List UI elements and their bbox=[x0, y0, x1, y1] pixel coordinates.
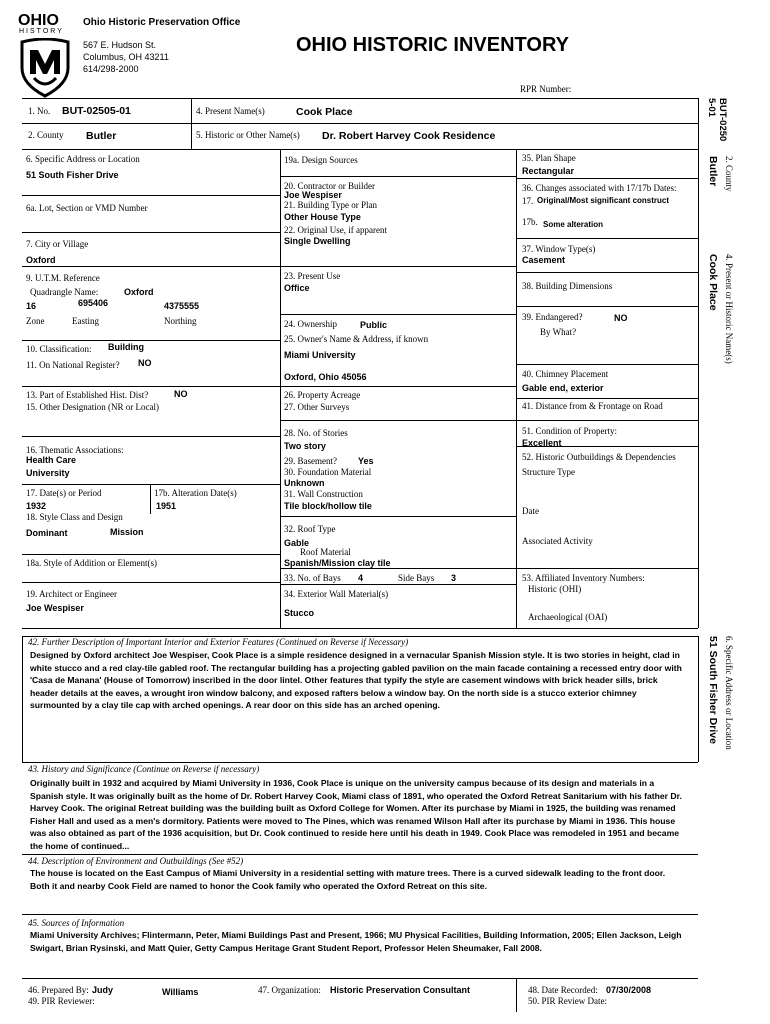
side-bays-label: Side Bays bbox=[398, 573, 435, 583]
field-18a-label: 18a. Style of Addition or Element(s) bbox=[26, 558, 157, 568]
field-23-label: 23. Present Use bbox=[284, 271, 341, 281]
historic-name[interactable]: Dr. Robert Harvey Cook Residence bbox=[322, 130, 496, 142]
associated-activity-label: Associated Activity bbox=[522, 536, 593, 546]
chimney-placement[interactable]: Gable end, exterior bbox=[522, 383, 604, 393]
field-38-label: 38. Building Dimensions bbox=[522, 281, 613, 291]
field-6-label: 6. Specific Address or Location bbox=[26, 154, 140, 164]
field-15-label: 15. Other Designation (NR or Local) bbox=[26, 402, 159, 412]
field-52-label: 52. Historic Outbuildings & Dependencies bbox=[522, 452, 676, 462]
change-17b[interactable]: Some alteration bbox=[543, 220, 604, 229]
alteration-date[interactable]: 1951 bbox=[156, 501, 177, 511]
structure-type-label: Structure Type bbox=[522, 467, 575, 477]
organization[interactable]: Historic Preservation Consultant bbox=[330, 985, 471, 995]
page-title: OHIO HISTORIC INVENTORY bbox=[296, 34, 569, 56]
field-1-label: 1. No. bbox=[28, 106, 51, 116]
field-39-label: 39. Endangered? bbox=[522, 312, 583, 322]
present-use[interactable]: Office bbox=[284, 283, 310, 293]
thematic-association-1[interactable]: Health Care bbox=[26, 455, 77, 465]
office-name: Ohio Historic Preservation Office bbox=[83, 17, 241, 28]
roof-type[interactable]: Gable bbox=[284, 538, 310, 548]
field-17b-label: 17b. Alteration Date(s) bbox=[154, 488, 237, 498]
field-46-label: 46. Prepared By: bbox=[28, 985, 89, 995]
foundation-material[interactable]: Unknown bbox=[284, 478, 325, 488]
field-32-label: 32. Roof Type bbox=[284, 524, 336, 534]
zone-label: Zone bbox=[26, 316, 45, 326]
date-recorded[interactable]: 07/30/2008 bbox=[606, 985, 652, 995]
logo-wordmark-top: OHIO bbox=[18, 12, 59, 29]
wall-construction[interactable]: Tile block/hollow tile bbox=[284, 501, 372, 511]
window-type[interactable]: Casement bbox=[522, 255, 566, 265]
field-9-label: 9. U.T.M. Reference bbox=[26, 273, 100, 283]
change-17[interactable]: Original/Most significant construct bbox=[537, 196, 670, 205]
field-10-label: 10. Classification: bbox=[26, 344, 92, 354]
field-17b-change-label: 17b. bbox=[522, 217, 538, 227]
exterior-wall-material[interactable]: Stucco bbox=[284, 608, 315, 618]
quadrangle-label: Quadrangle Name: bbox=[30, 287, 99, 297]
building-type[interactable]: Other House Type bbox=[284, 212, 361, 222]
field-53-label: 53. Affiliated Inventory Numbers: bbox=[522, 573, 645, 583]
prepared-by-first[interactable]: Judy bbox=[92, 985, 114, 995]
field-11-label: 11. On National Register? bbox=[26, 360, 120, 370]
field-30-label: 30. Foundation Material bbox=[284, 467, 372, 477]
quadrangle-name[interactable]: Oxford bbox=[124, 287, 154, 297]
northing-label: Northing bbox=[164, 316, 197, 326]
roof-material-label: Roof Material bbox=[300, 547, 351, 557]
inventory-number[interactable]: BUT-02505-01 bbox=[62, 105, 131, 117]
sources-of-information[interactable]: Miami University Archives; Flintermann, Peter, Miami Buildings Past and Present, 1966; MU Physical Facilities, Building Information, 2005; Ellen Jackson, Leigh Swigart, Brian Rysinski, and Matt Quier, Getty Campus Heritage Grant Student Report, Professor Helen Sheumaker, Fall 2008. bbox=[30, 930, 682, 953]
field-45-label: 45. Sources of Information bbox=[28, 918, 125, 928]
office-phone: 614/298-2000 bbox=[83, 64, 139, 74]
side-inventory-number: BUT-0250 5-01 bbox=[706, 98, 728, 142]
field-4-label: 4. Present Name(s) bbox=[196, 106, 265, 116]
field-24-label: 24. Ownership bbox=[284, 319, 337, 329]
classification[interactable]: Building bbox=[108, 342, 144, 352]
ohio-history-logo bbox=[16, 14, 74, 96]
architect[interactable]: Joe Wespiser bbox=[26, 603, 84, 613]
side-address-label: 6. Specific Address or Location bbox=[724, 636, 734, 750]
specific-address[interactable]: 51 South Fisher Drive bbox=[26, 170, 119, 180]
field-48-label: 48. Date Recorded: bbox=[528, 985, 598, 995]
easting-label: Easting bbox=[72, 316, 99, 326]
field-19-label: 19. Architect or Engineer bbox=[26, 589, 117, 599]
plan-shape[interactable]: Rectangular bbox=[522, 166, 575, 176]
field-22-label: 22. Original Use, if apparent bbox=[284, 225, 387, 235]
contractor[interactable]: Joe Wespiser bbox=[284, 190, 342, 200]
utm-northing[interactable]: 4375555 bbox=[164, 301, 200, 311]
date-label: Date bbox=[522, 506, 539, 516]
archaeological-oai-label: Archaeological (OAI) bbox=[528, 612, 608, 622]
endangered[interactable]: NO bbox=[614, 313, 628, 323]
style-design[interactable]: Mission bbox=[110, 527, 144, 537]
field-43-label: 43. History and Significance (Continue on Reverse if necessary) bbox=[28, 764, 260, 774]
field-13-label: 13. Part of Established Hist. Dist? bbox=[26, 390, 149, 400]
logo-wordmark-bottom: HISTORY bbox=[19, 28, 64, 35]
side-county-label: 2. County bbox=[724, 156, 734, 192]
side-bays[interactable]: 3 bbox=[451, 573, 457, 583]
construction-date[interactable]: 1932 bbox=[26, 501, 47, 511]
field-41-label: 41. Distance from & Frontage on Road bbox=[522, 401, 663, 411]
further-description[interactable]: Designed by Oxford architect Joe Wespiser, Cook Place is a simple residence designed in a vernacular Spanish Mission style. It is two stories in height, clad in white stucco and a red clay-tile gabled roof. The rectangular building has a projecting gabled pavilion on the main facade containing a recessed entry door with 'Casa de Manana' (House of Tomorrow) inscribed in the door lintel. Other features that typify the style are casement windows with brick header sills, brick header details at the eaves, a wrought iron window balcony, and exposed rafters below a window bay. On the north side is a stucco exterior chimney surmounted by a clay tile cap with arched openings. A rear door on this side has an arched opening. bbox=[30, 650, 682, 711]
thematic-association-2[interactable]: University bbox=[26, 468, 70, 478]
field-21-label: 21. Building Type or Plan bbox=[284, 200, 377, 210]
field-2-label: 2. County bbox=[28, 130, 64, 140]
county[interactable]: Butler bbox=[86, 130, 117, 142]
office-address-line2: Columbus, OH 43211 bbox=[83, 52, 169, 62]
bays[interactable]: 4 bbox=[358, 573, 364, 583]
field-31-label: 31. Wall Construction bbox=[284, 489, 363, 499]
field-26-label: 26. Property Acreage bbox=[284, 390, 361, 400]
history-significance[interactable]: Originally built in 1932 and acquired by Miami University in 1936, Cook Place is unique on the university campus because of its design and materials in a Spanish style. It was originally built as the home of Dr. Robert Harvey Cook, Miami class of 1891, who operated the Oxford Retreat Sanitarium with his father Dr. Harvey Cook. The original Retreat building was the building built as Oxford College for Women. After its purchase by Miami in 1925, the building was renamed Fisher Hall and used as a men's dormitory. Patients were moved to The Pines, which was renamed Wilson Hall after its purchase by Miami in 1936. This house was also obtained as part of the 1936 acquisition, but Dr. Cook continued to reside here until his death in 1949. Cook Place was remodeled in 1951 and became the home of continued... bbox=[30, 778, 682, 851]
utm-zone[interactable]: 16 bbox=[26, 301, 37, 311]
field-47-label: 47. Organization: bbox=[258, 985, 321, 995]
side-county: Butler bbox=[707, 156, 719, 187]
historic-district[interactable]: NO bbox=[174, 389, 188, 399]
field-35-label: 35. Plan Shape bbox=[522, 153, 576, 163]
field-49-label: 49. PIR Reviewer: bbox=[28, 996, 95, 1006]
field-19a-label: 19a. Design Sources bbox=[284, 155, 358, 165]
original-use[interactable]: Single Dwelling bbox=[284, 236, 351, 246]
field-27-label: 27. Other Surveys bbox=[284, 402, 350, 412]
field-44-label: 44. Description of Environment and Outbuildings (See #52) bbox=[28, 856, 244, 866]
environment-description[interactable]: The house is located on the East Campus of Miami University in a residential setting with mature trees. There is a curved sidewalk leading to the front door. Both it and nearby Cook Field are named to honor the Cook family who operated the Oxford Retreat on this site. bbox=[30, 868, 666, 891]
field-50-label: 50. PIR Review Date: bbox=[528, 996, 607, 1006]
prepared-by-last[interactable]: Williams bbox=[162, 987, 199, 997]
field-5-label: 5. Historic or Other Name(s) bbox=[196, 130, 300, 140]
field-7-label: 7. City or Village bbox=[26, 239, 89, 249]
city[interactable]: Oxford bbox=[26, 255, 56, 265]
field-37-label: 37. Window Type(s) bbox=[522, 244, 596, 254]
stories[interactable]: Two story bbox=[284, 441, 326, 451]
field-16-label: 16. Thematic Associations: bbox=[26, 445, 124, 455]
field-17-change-label: 17. bbox=[522, 196, 534, 206]
ownership[interactable]: Public bbox=[360, 320, 388, 330]
side-present-name: Cook Place bbox=[707, 254, 719, 311]
field-17-label: 17. Date(s) or Period bbox=[26, 488, 102, 498]
historic-ohi-label: Historic (OHI) bbox=[528, 584, 582, 594]
field-33-label: 33. No. of Bays bbox=[284, 573, 341, 583]
field-36-label: 36. Changes associated with 17/17b Dates: bbox=[522, 183, 677, 193]
owner-name[interactable]: Miami University bbox=[284, 350, 356, 360]
owner-address[interactable]: Oxford, Ohio 45056 bbox=[284, 372, 367, 382]
field-25-label: 25. Owner's Name & Address, if known bbox=[284, 334, 429, 344]
style-class[interactable]: Dominant bbox=[26, 528, 68, 538]
office-address-line1: 567 E. Hudson St. bbox=[83, 40, 157, 50]
condition[interactable]: Excellent bbox=[522, 438, 562, 448]
side-name-label: 4. Present or Historic Name(s) bbox=[724, 254, 734, 364]
utm-easting[interactable]: 695406 bbox=[78, 298, 109, 308]
field-20-label: 20. Contractor or Builder bbox=[284, 181, 375, 191]
roof-material[interactable]: Spanish/Mission clay tile bbox=[284, 558, 391, 568]
field-18-label: 18. Style Class and Design bbox=[26, 512, 123, 522]
field-34-label: 34. Exterior Wall Material(s) bbox=[284, 589, 389, 599]
field-29-label: 29. Basement? bbox=[284, 456, 337, 466]
field-51-label: 51. Condition of Property: bbox=[522, 426, 617, 436]
field-28-label: 28. No. of Stories bbox=[284, 428, 348, 438]
national-register[interactable]: NO bbox=[138, 358, 152, 368]
present-name[interactable]: Cook Place bbox=[296, 106, 353, 118]
logo-emblem-icon bbox=[16, 38, 74, 98]
side-address: 51 South Fisher Drive bbox=[707, 636, 719, 744]
basement[interactable]: Yes bbox=[358, 456, 374, 466]
rpr-number-label: RPR Number: bbox=[520, 84, 572, 94]
field-42-label: 42. Further Description of Important Interior and Exterior Features (Continued on Reverse if Necessary) bbox=[28, 637, 409, 647]
field-6a-label: 6a. Lot, Section or VMD Number bbox=[26, 203, 148, 213]
by-what-label: By What? bbox=[540, 327, 577, 337]
field-40-label: 40. Chimney Placement bbox=[522, 369, 609, 379]
